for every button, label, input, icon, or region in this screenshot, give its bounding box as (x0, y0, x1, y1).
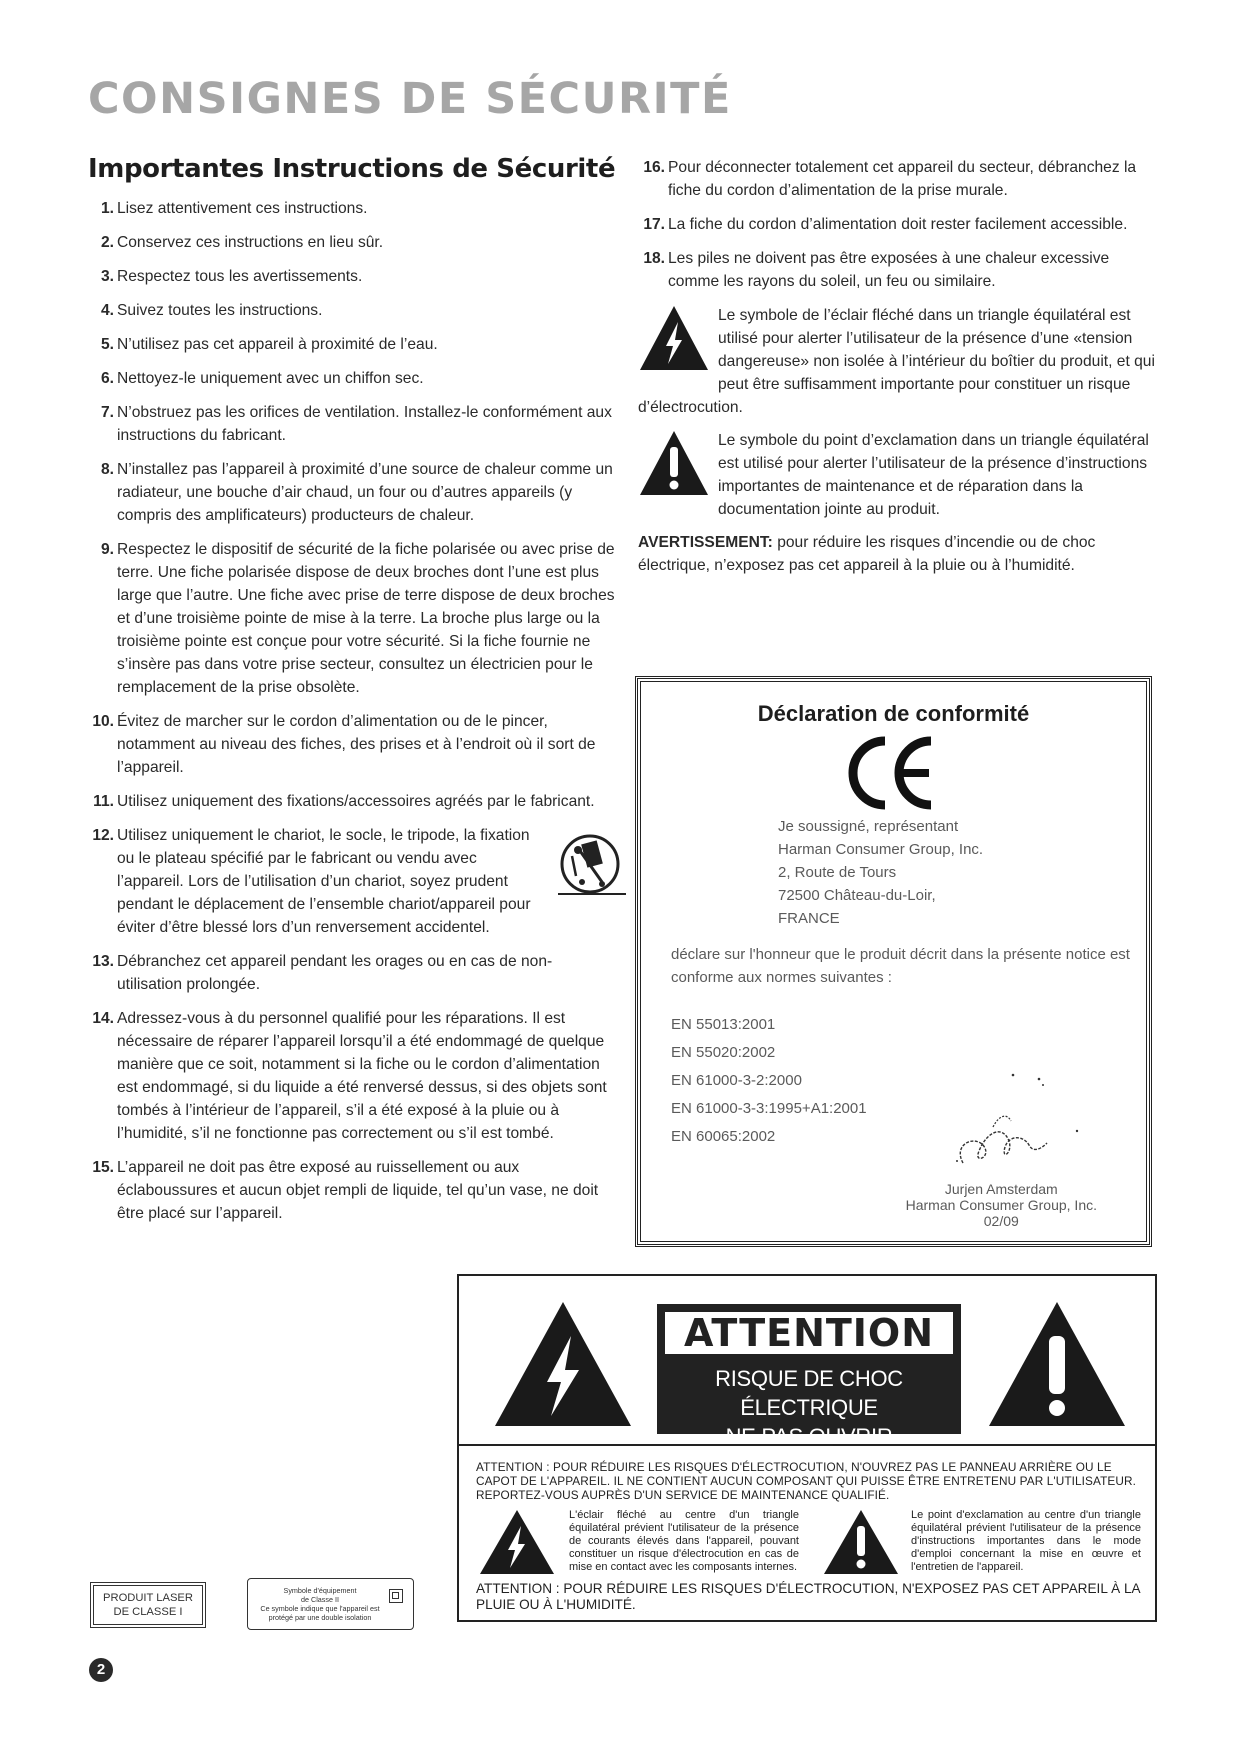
standard-item: EN 60065:2002 (671, 1128, 776, 1145)
instruction-item: 1. Lisez attentivement ces instructions. (100, 200, 368, 218)
instruction-item-cart: 12. Utilisez uniquement le chariot, le socle, le tripode, la fixation ou le plateau spécifié par le fabricant ou vendu avec l’appareil. Lors de l’utilisation d’un chariot, soyez prudent pendant le déplacement de l’ensemble chariot/appareil pour éviter d’être blessé lors d’un renversement accidentel. (88, 824, 616, 939)
signer-block: Jurjen Amsterdam Harman Consumer Group, Inc. 02/09 (905, 1181, 1097, 1229)
attention-subtitle: RISQUE DE CHOC ÉLECTRIQUE NE PAS OUVRIR (715, 1366, 903, 1449)
attention-header (459, 1276, 1155, 1449)
instruction-list-right (638, 156, 1158, 293)
laser-class-label: PRODUIT LASER DE CLASSE I (90, 1582, 206, 1628)
right-column (638, 156, 1158, 577)
instruction-list-left (88, 197, 616, 1225)
double-insulation-icon (389, 1589, 403, 1603)
ce-mark-icon (845, 735, 941, 811)
instruction-item: 15. L’appareil ne doit pas être exposé au ruissellement ou aux éclaboussures et aucun objet rempli de liquide, tel qu’un vase, ne doit être placé sur l’appareil. (92, 1159, 599, 1223)
class2-equipment-label (247, 1578, 414, 1630)
attention-exclamation-explanation: Le point d'exclamation au centre d'un triangle équilatéral prévient l'utilisateur de la présence d'instructions importantes dans le mode d'emploi concernant la mise en œuvre et l'entretien de l'appareil. (911, 1509, 1141, 1573)
exclamation-symbol-explanation: Le symbole du point d’exclamation dans un triangle équilatéral est utilisé pour alerter l’utilisateur de la présence d’instructions importantes de maintenance et de réparation dans la documentation jointe au produit. (638, 429, 1158, 521)
standard-item: EN 55013:2001 (671, 1016, 776, 1033)
standard-item: EN 61000-3-2:2000 (671, 1072, 802, 1089)
instruction-item: 16. Pour déconnecter totalement cet appareil du secteur, débranchez la fiche du cordon d’alimentation de la prise murale. (643, 159, 1137, 199)
attention-notice-1: ATTENTION : POUR RÉDUIRE LES RISQUES D'ÉLECTROCUTION, N'OUVREZ PAS LE PANNEAU ARRIÈRE OU LE CAPOT DE L'APPAREIL. IL NE CONTIENT AUCUN COMPOSANT QUI PUISSE ÊTRE ENTRETENU PAR L'UTILISATEUR. REPORTEZ-VOUS AUPRÈS D'UN SERVICE DE MAINTENANCE QUALIFIÉ. (476, 1460, 1136, 1502)
warning-exclamation-triangle-icon (987, 1300, 1127, 1428)
attention-bolt-explanation: L'éclair fléché au centre d'un triangle équilatéral prévient l'utilisateur de la présence de courants élevés dans l'appareil, pouvant constituer un risque d'électrocution en cas de mise en contact avec les composants internes. (569, 1509, 799, 1573)
instruction-item: 9. Respectez le dispositif de sécurité de la fiche polarisée ou avec prise de terre. Une fiche polarisée dispose de deux broches dont l’une est plus large que l’autre. Une fiche avec prise de terre dispose de deux broches et d’une troisième pointe de mise à la terre. La broche plus large ou la troisième pointe est conçue pour votre sécurité. Si la fiche fournie ne s’insère pas dans votre prise secteur, consultez un électricien pour le remplacement de la prise obsolète. (100, 541, 615, 697)
standard-item: EN 61000-3-3:1995+A1:2001 (671, 1100, 867, 1117)
class2-text: Symbole d'équipement de Classe II Ce symbole indique que l'appareil est protégé par une double isolation (260, 1586, 380, 1622)
warning-bolt-triangle-icon (638, 304, 710, 372)
page-title: CONSIGNES DE SÉCURITÉ (88, 74, 732, 124)
instruction-item: 8. N’installez pas l’appareil à proximité d’une source de chaleur comme un radiateur, une bouche d’air chaud, un four ou d’autres appareils (y compris des amplificateurs) producteurs de chaleur. (100, 461, 613, 525)
instruction-item: 5. N’utilisez pas cet appareil à proximité de l’eau. (100, 336, 438, 354)
attention-notice-2: ATTENTION : POUR RÉDUIRE LES RISQUES D'ÉLECTROCUTION, N'EXPOSEZ PAS CET APPAREIL À LA PLUIE OU À L'HUMIDITÉ. (476, 1581, 1140, 1612)
instruction-item: 3. Respectez tous les avertissements. (100, 268, 363, 286)
cart-tip-over-icon (558, 828, 626, 898)
standard-item: EN 55020:2002 (671, 1044, 776, 1061)
warning-paragraph: AVERTISSEMENT: pour réduire les risques d’incendie ou de choc électrique, n’exposez pas cet appareil à la pluie ou à l’humidité. (638, 534, 1096, 574)
instruction-item: 2. Conservez ces instructions en lieu sûr. (100, 234, 384, 252)
page-number: 2 (89, 1658, 113, 1682)
warning-exclamation-triangle-icon (822, 1508, 900, 1576)
warning-bolt-triangle-icon (478, 1508, 556, 1576)
instruction-item: 10. Évitez de marcher sur le cordon d’alimentation ou de le pincer, notamment au niveau des fiches, des prises et à l’endroit où il sort de l’appareil. (92, 713, 596, 777)
instruction-item: 4. Suivez toutes les instructions. (100, 302, 323, 320)
instruction-item: 6. Nettoyez-le uniquement avec un chiffon sec. (100, 370, 424, 388)
declaration-title: Déclaration de conformité (757, 701, 1030, 726)
left-column (88, 154, 616, 1236)
attention-box (457, 1274, 1157, 1622)
declaration-box (635, 676, 1152, 1247)
declaration-statement: déclare sur l'honneur que le produit décrit dans la présente notice est conforme aux normes suivantes : (671, 946, 1130, 986)
instruction-item: 7. N’obstruez pas les orifices de ventilation. Installez-le conformément aux instructions du fabricant. (100, 404, 612, 445)
signature (943, 1065, 1083, 1175)
instruction-item: 11. Utilisez uniquement des fixations/accessoires agréés par le fabricant. (93, 793, 595, 811)
bolt-symbol-explanation: Le symbole de l’éclair fléché dans un triangle équilatéral est utilisé pour alerter l’utilisateur de la présence d’une «tension dangereuse» non isolée à l’intérieur du boîtier du produit, et qui peut être suffisamment importante pour constituer un risque d’électrocution. (638, 304, 1158, 419)
warning-bolt-triangle-icon (493, 1300, 633, 1428)
declaration-signatory: Je soussigné, représentant Harman Consumer Group, Inc. 2, Route de Tours 72500 Château-du-Loir, FRANCE (778, 818, 984, 927)
instruction-item: 17. La fiche du cordon d’alimentation doit rester facilement accessible. (643, 216, 1128, 233)
instruction-item: 13. Débranchez cet appareil pendant les orages ou en cas de non-utilisation prolongée. (92, 953, 553, 994)
attention-banner (657, 1304, 961, 1449)
instruction-item: 18. Les piles ne doivent pas être exposées à une chaleur excessive comme les rayons du soleil, un feu ou similaire. (643, 250, 1110, 290)
section-heading: Importantes Instructions de Sécurité (88, 154, 616, 184)
attention-title: ATTENTION (665, 1312, 953, 1354)
instruction-item: 14. Adressez-vous à du personnel qualifié pour les réparations. Il est nécessaire de réparer l’appareil lorsqu’il a été endommagé de quelque manière que ce soit, notamment si la fiche ou le cordon d’alimentation est endommagé, si du liquide a été renversé dessus, si des objets sont tombés à l’intérieur de l’appareil, s’il a été exposé à la pluie ou à l’humidité, s’il ne fonctionne pas correctement ou s’il est tombé. (92, 1010, 607, 1143)
warning-exclamation-triangle-icon (638, 429, 710, 497)
declaration-standards (671, 1013, 867, 1153)
